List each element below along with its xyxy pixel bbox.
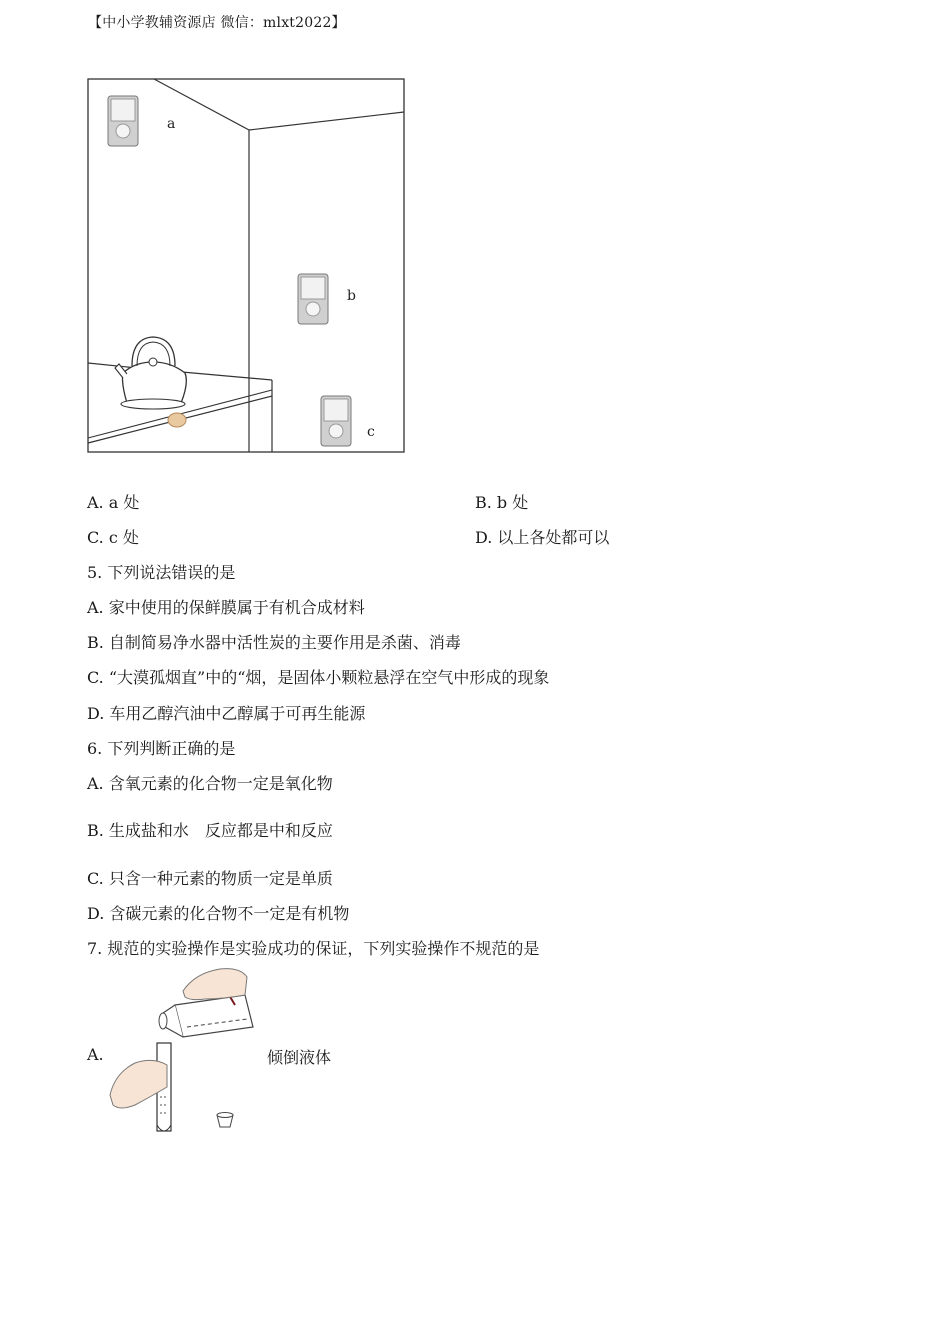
burner-icon: [168, 413, 186, 427]
q4-option-b: B. b 处: [475, 493, 529, 512]
q7-option-a-label: 倾倒液体: [267, 1048, 332, 1067]
q5-option-a: A. 家中使用的保鲜膜属于有机合成材料: [87, 598, 365, 617]
page-header: 【中小学教辅资源店 微信：mlxt2022】: [88, 15, 346, 31]
q5-option-c: C. “大漠孤烟直”中的“烟，是固体小颗粒悬浮在空气中形成的现象: [87, 668, 550, 687]
hand-icon-upper: [183, 969, 247, 1000]
q7-option-a-prefix: A.: [87, 1045, 104, 1064]
q5-stem: 5. 下列说法错误的是: [87, 563, 236, 582]
room-diagram: [87, 78, 407, 456]
q4-option-d: D. 以上各处都可以: [475, 528, 610, 547]
q4-option-a: A. a 处: [87, 493, 140, 512]
label-a: a: [167, 116, 176, 132]
q4-option-c: C. c 处: [87, 528, 139, 547]
detector-icon-a: [108, 96, 138, 146]
pouring-liquid-diagram: [105, 965, 255, 1140]
q6-stem: 6. 下列判断正确的是: [87, 739, 236, 758]
q5-option-b: B. 自制简易净水器中活性炭的主要作用是杀菌、消毒: [87, 633, 461, 652]
stopper-icon: [217, 1113, 233, 1128]
label-b: b: [347, 288, 356, 304]
detector-icon-b: [298, 274, 328, 324]
q6-option-c: C. 只含一种元素的物质一定是单质: [87, 869, 333, 888]
q6-option-b: B. 生成盐和水 反应都是中和反应: [87, 821, 333, 840]
detector-icon-c: [321, 396, 351, 446]
q6-option-d: D. 含碳元素的化合物不一定是有机物: [87, 904, 350, 923]
q5-option-d: D. 车用乙醇汽油中乙醇属于可再生能源: [87, 704, 366, 723]
q7-stem: 7. 规范的实验操作是实验成功的保证，下列实验操作不规范的是: [87, 939, 540, 958]
label-c: c: [367, 424, 375, 440]
q6-option-a: A. 含氧元素的化合物一定是氧化物: [87, 774, 333, 793]
